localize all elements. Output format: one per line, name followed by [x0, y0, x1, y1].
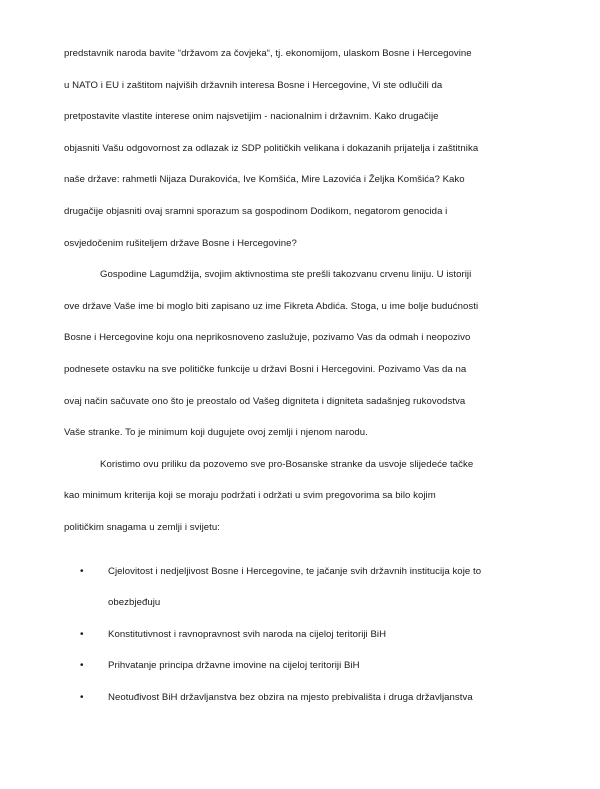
bullet-icon: •	[80, 628, 84, 640]
text-line: kao minimum kriterija koji se moraju podržati i održati u svim pregovorima sa bilo kojim	[64, 490, 436, 502]
list-item	[80, 650, 544, 682]
paragraph-1	[64, 38, 544, 259]
list-item	[80, 619, 544, 651]
text-line: naše države: rahmetli Nijaza Durakovića, Ive Komšića, Mire Lazovića i Željka Komšića? Kako	[64, 174, 465, 186]
text-line: drugačije objasniti ovaj sramni sporazum sa gospodinom Dodikom, negatorom genocida i	[64, 205, 448, 217]
text-line: u NATO i EU i zaštitom najviših državnih interesa Bosne i Hercegovine, Vi ste odlučili da	[64, 79, 443, 91]
bullet-icon: •	[80, 660, 84, 672]
text-line: Koristimo ovu priliku da pozovemo sve pro-Bosanske stranke da usvoje slijedeće tačke	[100, 458, 474, 470]
text-line: objasniti Vašu odgovornost za odlazak iz SDP političkih velikana i dokazanih prijatelja i zaštitnika	[64, 142, 479, 154]
text-line: Prihvatanje principa državne imovine na cijeloj teritoriji BiH	[108, 660, 360, 672]
text-line: Vaše stranke. To je minimum koji dugujete ovoj zemlji i njenom narodu.	[64, 427, 368, 439]
text-line: političkim snagama u zemlji i svijetu:	[64, 521, 220, 533]
bullet-icon: •	[80, 565, 84, 577]
text-line: pretpostavite vlastite interese onim najsvetijim - nacionalnim i državnim. Kako drugačije	[64, 111, 439, 123]
text-line: osvjedočenim rušiteljem države Bosne i Hercegovine?	[64, 237, 297, 249]
text-line: obezbjeđuju	[108, 597, 161, 609]
text-line: ove države Vaše ime bi moglo biti zapisano uz ime Fikreta Abdića. Stoga, u ime bolje budućnosti	[64, 300, 479, 312]
document-body	[64, 38, 544, 713]
text-line: Cjelovitost i nedjeljivost Bosne i Hercegovine, te jačanje svih državnih institucija koje to	[108, 565, 482, 577]
text-line: Neotuđivost BiH državljanstva bez obzira na mjesto prebivališta i druga državljanstva	[108, 691, 473, 703]
criteria-list	[64, 556, 544, 714]
list-item	[80, 682, 544, 714]
text-line: podnesete ostavku na sve političke funkcije u državi Bosni i Hercegovini. Pozivamo Vas da na	[64, 363, 467, 375]
paragraph-2	[64, 259, 544, 449]
text-line: Konstitutivnost i ravnopravnost svih naroda na cijeloj teritoriji BiH	[108, 628, 387, 640]
text-line: ovaj način sačuvate ono što je preostalo od Vašeg digniteta i digniteta sadašnjeg rukovodstva	[64, 395, 466, 407]
list-item	[80, 556, 544, 619]
paragraph-3	[64, 449, 544, 544]
text-line: predstavnik naroda bavite “državom za čovjeka“, tj. ekonomijom, ulaskom Bosne i Hercegovine	[64, 48, 472, 59]
text-line: Bosne i Hercegovine koju ona neprikosnoveno zaslužuje, pozivamo Vas da odmah i neopozivo	[64, 332, 471, 344]
text-line: Gospodine Lagumdžija, svojim aktivnostima ste prešli takozvanu crvenu liniju. U istoriji	[100, 269, 472, 281]
bullet-icon: •	[80, 691, 84, 703]
